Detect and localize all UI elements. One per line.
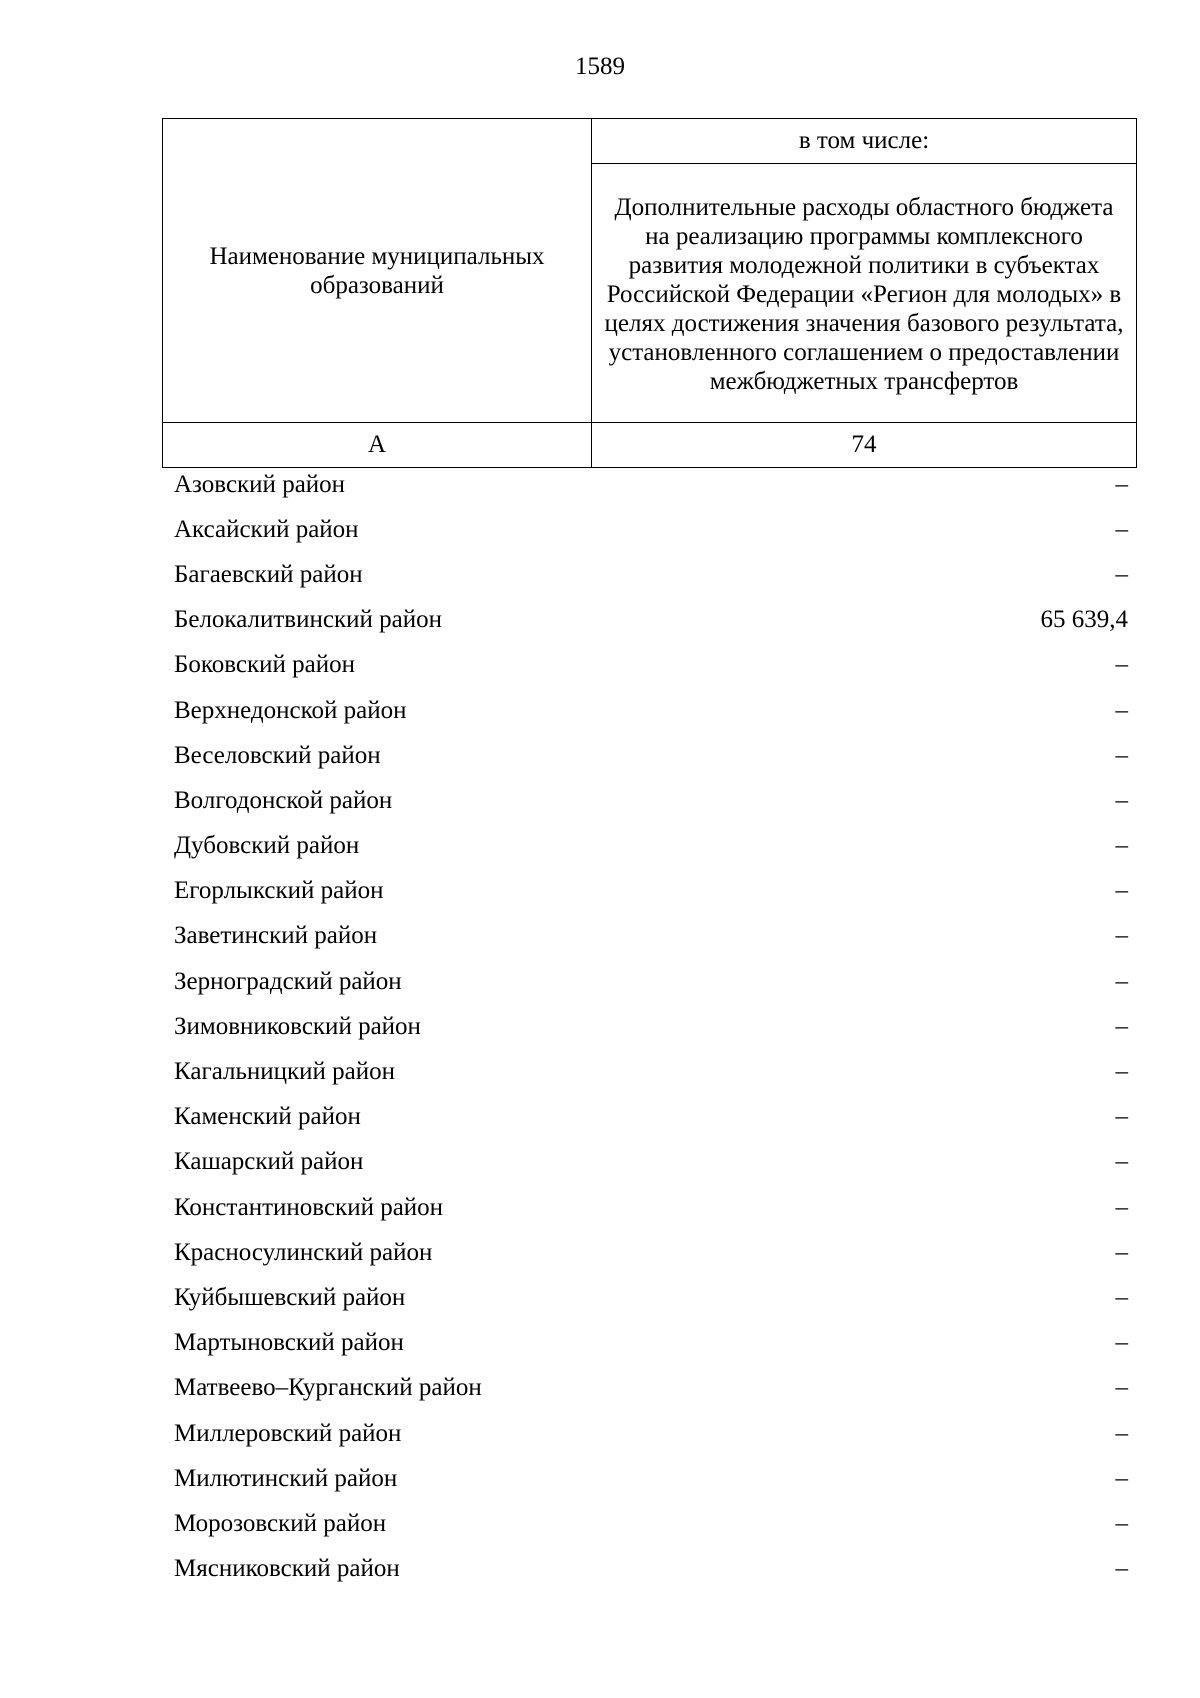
expense-value: – [1115, 1012, 1128, 1040]
table-row [174, 914, 1128, 959]
table-row [174, 1049, 1128, 1094]
expense-value: – [1115, 1238, 1128, 1266]
table-row [174, 462, 1128, 507]
municipality-name: Егорлыкский район [174, 877, 384, 905]
municipality-name: Красносулинский район [174, 1238, 433, 1266]
expense-value: – [1115, 470, 1128, 498]
header-municipality-name: Наименование муниципальных образований [163, 119, 592, 423]
table-row [174, 1501, 1128, 1546]
expense-value: – [1115, 1555, 1128, 1583]
expense-value: – [1115, 560, 1128, 588]
table-row [174, 959, 1128, 1004]
table-body [174, 462, 1128, 1592]
table-row [174, 598, 1128, 643]
municipality-name: Куйбышевский район [174, 1283, 406, 1311]
municipality-name: Аксайский район [174, 515, 359, 543]
municipality-name: Константиновский район [174, 1193, 444, 1221]
table-row [174, 688, 1128, 733]
municipality-name: Белокалитвинский район [174, 606, 442, 634]
municipality-name: Матвеево–Курганский район [174, 1374, 482, 1402]
expense-value: – [1115, 741, 1128, 769]
expense-value: – [1115, 515, 1128, 543]
municipality-name: Миллеровский район [174, 1419, 402, 1447]
expense-value: – [1115, 1329, 1128, 1357]
table-row [174, 778, 1128, 823]
expense-value: – [1115, 651, 1128, 679]
municipality-name: Кагальницкий район [174, 1058, 396, 1086]
municipality-name: Милютинский район [174, 1464, 398, 1492]
municipality-name: Верхнедонской район [174, 696, 407, 724]
municipality-name: Каменский район [174, 1103, 361, 1131]
expense-value: – [1115, 1193, 1128, 1221]
header-index-name: А [163, 423, 592, 468]
table-row [174, 1275, 1128, 1320]
table-row [174, 1185, 1128, 1230]
municipality-name: Кашарский район [174, 1148, 364, 1176]
municipality-name: Веселовский район [174, 741, 381, 769]
expense-value: 65 639,4 [1040, 606, 1128, 634]
table-row [174, 1230, 1128, 1275]
municipality-name: Волгодонской район [174, 786, 393, 814]
expense-value: – [1115, 696, 1128, 724]
expense-value: – [1115, 1148, 1128, 1176]
municipality-name: Мясниковский район [174, 1555, 400, 1583]
municipality-name: Дубовский район [174, 832, 360, 860]
expense-value: – [1115, 1419, 1128, 1447]
municipality-name: Мартыновский район [174, 1329, 404, 1357]
municipality-name: Зимовниковский район [174, 1012, 421, 1040]
expense-value: – [1115, 1283, 1128, 1311]
table-row [174, 824, 1128, 869]
expense-value: – [1115, 1509, 1128, 1537]
table-row [174, 1140, 1128, 1185]
table-row [174, 1456, 1128, 1501]
table-row [174, 1366, 1128, 1411]
table-row [174, 643, 1128, 688]
table-row [174, 733, 1128, 778]
expense-value: – [1115, 1374, 1128, 1402]
table-row [174, 1547, 1128, 1592]
expense-value: – [1115, 1464, 1128, 1492]
table-row [174, 1004, 1128, 1049]
municipality-name: Зерноградский район [174, 967, 402, 995]
expense-value: – [1115, 786, 1128, 814]
expense-value: – [1115, 832, 1128, 860]
municipality-name: Морозовский район [174, 1509, 387, 1537]
table-row [174, 552, 1128, 597]
table-header [162, 118, 1137, 468]
header-including: в том числе: [592, 119, 1137, 164]
municipality-name: Азовский район [174, 470, 346, 498]
table-row [174, 869, 1128, 914]
expense-value: – [1115, 967, 1128, 995]
table-row [174, 507, 1128, 552]
table-row [174, 1095, 1128, 1140]
header-index-value: 74 [592, 423, 1137, 468]
page-number: 1589 [575, 53, 625, 80]
expense-value: – [1115, 877, 1128, 905]
table-row [174, 1411, 1128, 1456]
expense-value: – [1115, 1103, 1128, 1131]
expense-value: – [1115, 922, 1128, 950]
expense-value: – [1115, 1058, 1128, 1086]
table-row [174, 1321, 1128, 1366]
municipality-name: Багаевский район [174, 560, 363, 588]
municipality-name: Заветинский район [174, 922, 378, 950]
header-expense-description: Дополнительные расходы областного бюджета на реализацию программы комплексного развития молодежной политики в субъектах Российской Федерации «Регион для молодых» в целях достижения значения базового результата, установленного соглашением о предоставлении межбюджетных трансфертов [592, 164, 1137, 423]
municipality-name: Боковский район [174, 651, 355, 679]
